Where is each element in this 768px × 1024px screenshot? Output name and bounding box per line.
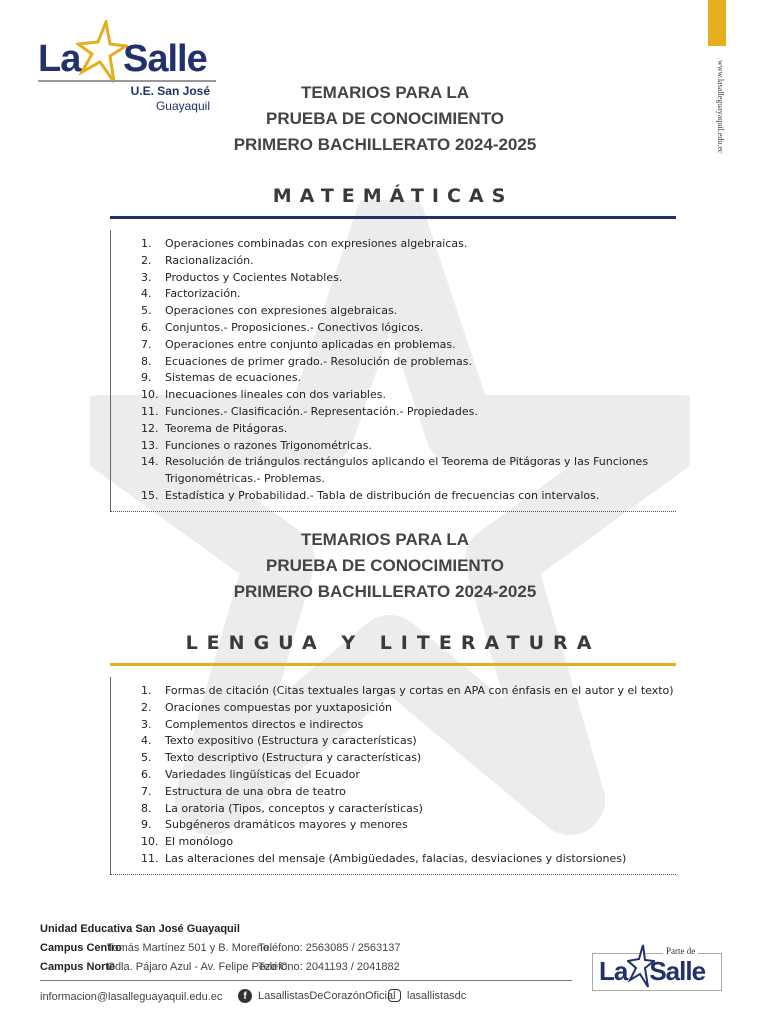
instagram-icon <box>388 989 401 1002</box>
list-item <box>141 337 676 354</box>
list-item <box>141 683 676 700</box>
section-title: TEMARIOS PARA LA PRUEBA DE CONOCIMIENTO PRIMERO BACHILLERATO 2024-2025 <box>233 530 537 601</box>
item-text: Teorema de Pitágoras. <box>165 421 288 435</box>
item-number: 6. <box>141 320 152 334</box>
list-item <box>141 320 676 337</box>
item-number: 12. <box>141 421 159 435</box>
item-text: Conjuntos.- Proposiciones.- Conectivos lógicos. <box>165 320 424 334</box>
topic-list-lengua <box>110 677 676 875</box>
item-number: 15. <box>141 488 159 502</box>
list-item <box>141 438 676 455</box>
list-item <box>141 851 676 868</box>
star-icon <box>76 20 128 84</box>
list-item <box>141 801 676 818</box>
item-text: Operaciones combinadas con expresiones algebraicas. <box>165 237 468 250</box>
list-item <box>141 303 676 320</box>
item-number: 4. <box>141 287 152 301</box>
item-text: Subgéneros dramáticos mayores y menores <box>165 818 408 832</box>
item-text: Complementos directos e indirectos <box>165 717 364 731</box>
item-number: 11. <box>141 851 159 865</box>
item-text: Texto descriptivo (Estructura y características) <box>165 751 422 765</box>
item-number: 8. <box>141 354 152 368</box>
item-number: 6. <box>141 767 152 781</box>
navy-divider <box>110 216 676 219</box>
item-number: 9. <box>141 818 152 832</box>
item-text: Estructura de una obra de teatro <box>165 784 346 798</box>
item-number: 11. <box>141 404 159 418</box>
list-item <box>141 784 676 801</box>
footer-school: Unidad Educativa San José Guayaquil <box>40 923 240 935</box>
item-number: 13. <box>141 438 159 452</box>
item-text: Funciones o razones Trigonométricas. <box>165 438 372 452</box>
footer-email[interactable]: informacion@lasalleguayaquil.edu.ec <box>40 991 223 1003</box>
item-number: 14. <box>141 455 159 469</box>
item-text: Operaciones con expresiones algebraicas. <box>165 304 398 318</box>
item-number: 7. <box>141 784 152 798</box>
list-item <box>141 354 676 371</box>
topic-list-matematicas <box>110 230 676 512</box>
item-number: 9. <box>141 371 152 385</box>
item-text: Inecuaciones lineales con dos variables. <box>165 388 386 402</box>
list-item <box>141 270 676 287</box>
item-number: 1. <box>141 684 152 697</box>
list-item <box>141 253 676 270</box>
item-text: Variedades lingüísticas del Ecuador <box>165 767 360 781</box>
campus-row: Campus Centro Tomás Martínez 501 y B. Moreno. Teléfono: 2563085 / 2563137 <box>40 942 401 954</box>
list-item <box>141 421 676 438</box>
list-item <box>141 817 676 834</box>
item-number: 1. <box>141 237 152 250</box>
gold-accent-bar <box>708 0 726 46</box>
gold-divider <box>110 663 676 666</box>
la-salle-logo: La Salle U.E. San José Guayaquil <box>38 22 218 122</box>
school-name: U.E. San José <box>130 84 210 98</box>
item-text: Sistemas de ecuaciones. <box>165 371 302 385</box>
list-item <box>141 733 676 750</box>
item-text: La oratoria (Tipos, conceptos y características) <box>165 801 423 815</box>
item-number: 10. <box>141 388 159 402</box>
item-text: Productos y Cocientes Notables. <box>165 270 343 284</box>
item-text: Resolución de triángulos rectángulos aplicando el Teorema de Pitágoras y las Funciones Trigonométricas.- Problemas. <box>165 455 649 486</box>
item-text: Formas de citación (Citas textuales largas y cortas en APA con énfasis en el autor y el texto) <box>165 684 674 697</box>
item-text: Texto expositivo (Estructura y características) <box>165 734 417 748</box>
item-number: 8. <box>141 801 152 815</box>
item-text: Estadística y Probabilidad.- Tabla de distribución de frecuencias con intervalos. <box>165 488 600 502</box>
star-icon <box>627 944 655 988</box>
item-number: 2. <box>141 700 152 714</box>
subject-heading: MATEMÁTICAS <box>272 185 514 207</box>
facebook-link[interactable]: f LasallistasDeCorazónOficial <box>238 989 396 1003</box>
list-item <box>141 286 676 303</box>
item-number: 4. <box>141 734 152 748</box>
footer-divider <box>40 980 572 981</box>
campus-row: Campus Norte Cdla. Pájaro Azul - Av. Felipe Pezo C. Teléfono: 2041193 / 2041882 <box>40 961 400 973</box>
item-text: Las alteraciones del mensaje (Ambigüedades, falacias, desviaciones y distorsiones) <box>165 851 627 865</box>
item-number: 2. <box>141 253 152 267</box>
list-item <box>141 370 676 387</box>
list-item <box>141 387 676 404</box>
item-number: 3. <box>141 270 152 284</box>
item-text: Oraciones compuestas por yuxtaposición <box>165 700 393 714</box>
item-number: 5. <box>141 751 152 765</box>
website-url[interactable]: www.lasalleguayaquil.edu.ec <box>716 60 725 154</box>
list-item <box>141 454 676 488</box>
list-item <box>141 717 676 734</box>
list-item <box>141 834 676 851</box>
item-number: 5. <box>141 304 152 318</box>
item-text: Racionalización. <box>165 253 254 267</box>
list-item <box>141 750 676 767</box>
list-item <box>141 404 676 421</box>
section-title: TEMARIOS PARA LA PRUEBA DE CONOCIMIENTO PRIMERO BACHILLERATO 2024-2025 <box>233 83 537 154</box>
list-item <box>141 236 676 253</box>
item-number: 10. <box>141 835 159 849</box>
item-text: Factorización. <box>165 287 241 301</box>
item-text: Ecuaciones de primer grado.- Resolución de problemas. <box>165 354 472 368</box>
school-city: Guayaquil <box>155 99 210 113</box>
instagram-link[interactable]: lasallistasdc <box>388 989 466 1002</box>
item-number: 7. <box>141 337 152 351</box>
list-item <box>141 767 676 784</box>
list-item <box>141 488 676 505</box>
item-text: Operaciones entre conjunto aplicadas en problemas. <box>165 337 456 351</box>
list-item <box>141 700 676 717</box>
parte-de-la-salle-badge: Parte de La Salle <box>592 953 722 991</box>
facebook-icon: f <box>238 989 252 1003</box>
item-number: 3. <box>141 717 152 731</box>
item-text: Funciones.- Clasificación.- Representación.- Propiedades. <box>165 404 478 418</box>
subject-heading: LENGUA Y LITERATURA <box>185 632 601 654</box>
item-text: El monólogo <box>165 835 234 849</box>
